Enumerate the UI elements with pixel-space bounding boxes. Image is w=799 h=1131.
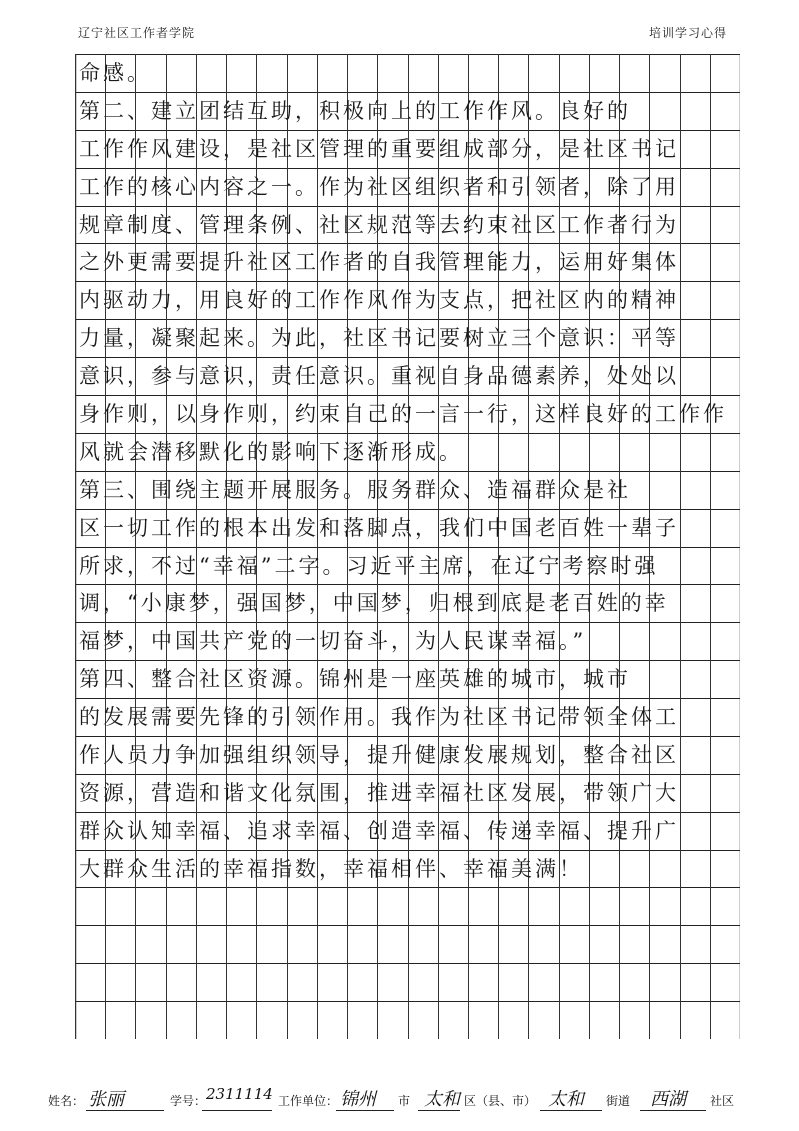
writing-grid: [75, 54, 740, 1039]
text-line: [75, 963, 740, 1001]
text-line: [75, 319, 740, 357]
handwritten-text: 工作作风建设，是社区管理的重要组成部分，是社区书记: [79, 137, 679, 161]
handwritten-text: 调，“小康梦，强国梦，中国梦，归根到底是老百姓的幸: [79, 591, 669, 615]
text-line: [75, 206, 740, 244]
handwritten-text: 第三、围绕主题开展服务。服务群众、造福群众是社: [79, 478, 631, 502]
name-label: 姓名：: [48, 1094, 85, 1108]
handwritten-text: 之外更需要提升社区工作者的自我管理能力，运用好集体: [79, 250, 679, 274]
handwritten-text: 区一切工作的根本出发和落脚点，我们中国老百姓一辈子: [79, 516, 679, 540]
text-line: [75, 281, 740, 319]
street-underline: [540, 1110, 602, 1111]
handwritten-text: 工作的核心内容之一。作为社区组织者和引领者，除了用: [79, 175, 679, 199]
handwritten-text: 大群众生活的幸福指数，幸福相伴、幸福美满！: [79, 857, 583, 881]
name-value: 张丽: [88, 1089, 124, 1110]
unit-label: 工作单位：: [278, 1094, 339, 1108]
community-underline: [640, 1110, 706, 1111]
text-line: [75, 812, 740, 850]
handwritten-text: 命感。: [79, 61, 151, 85]
district-label: 区（县、市）: [464, 1094, 537, 1108]
handwritten-text: 第四、整合社区资源。锦州是一座英雄的城市，城市: [79, 667, 631, 691]
handwritten-text: 内驱动力，用良好的工作作风作为支点，把社区内的精神: [79, 288, 679, 312]
text-line: [75, 698, 740, 736]
handwritten-text: 的发展需要先锋的引领作用。我作为社区书记带领全体工: [79, 705, 679, 729]
text-line: [75, 887, 740, 925]
handwritten-text: 风就会潜移默化的影响下逐渐形成。: [79, 440, 463, 464]
handwritten-text: 规章制度、管理条例、社区规范等去约束社区工作者行为: [79, 213, 679, 237]
text-line: [75, 660, 740, 698]
text-line: [75, 243, 740, 281]
handwritten-text: 力量，凝聚起来。为此，社区书记要树立三个意识：平等: [79, 326, 679, 350]
text-line: [75, 584, 740, 622]
text-line: [75, 433, 740, 471]
text-line: [75, 92, 740, 130]
text-line: [75, 850, 740, 888]
text-line: [75, 54, 740, 92]
street-label: 街道: [606, 1094, 631, 1108]
text-line: [75, 130, 740, 168]
text-line: [75, 547, 740, 585]
id-underline: [202, 1110, 272, 1111]
text-line: [75, 774, 740, 812]
handwritten-text: 作人员力争加强组织领导，提升健康发展规划，整合社区: [79, 743, 679, 767]
district-value: 太和: [424, 1089, 460, 1110]
text-line: [75, 1001, 740, 1039]
text-line: [75, 736, 740, 774]
institution-name: 辽宁社区工作者学院: [78, 26, 196, 40]
id-label: 学号：: [170, 1094, 207, 1108]
handwritten-text: 身作则，以身作则，约束自己的一言一行，这样良好的工作作: [79, 402, 727, 426]
handwritten-text: 群众认知幸福、追求幸福、创造幸福、传递幸福、提升广: [79, 819, 679, 843]
handwritten-text: 所求，不过“幸福”二字。习近平主席，在辽宁考察时强: [79, 554, 659, 578]
text-line: [75, 509, 740, 547]
city-underline: [336, 1110, 394, 1111]
text-line: [75, 357, 740, 395]
community-value: 西湖: [650, 1089, 686, 1110]
city-value: 锦州: [340, 1089, 376, 1110]
text-line: [75, 168, 740, 206]
text-line: [75, 471, 740, 509]
handwritten-text: 福梦，中国共产党的一切奋斗，为人民谋幸福。”: [79, 629, 587, 653]
document-type: 培训学习心得: [648, 26, 727, 40]
street-value: 太和: [548, 1089, 584, 1110]
signature-footer: [40, 1080, 780, 1120]
handwritten-text: 意识，参与意识，责任意识。重视自身品德素养，处处以: [79, 364, 679, 388]
district-underline: [418, 1110, 460, 1111]
text-line: [75, 622, 740, 660]
handwritten-text: 第二、建立团结互助，积极向上的工作作风。良好的: [79, 99, 631, 123]
text-line: [75, 395, 740, 433]
page-header: [0, 0, 799, 46]
handwritten-text: 资源，营造和谐文化氛围，推进幸福社区发展，带领广大: [79, 781, 679, 805]
community-label: 社区: [710, 1094, 735, 1108]
id-value: 2311114: [206, 1085, 273, 1103]
text-line: [75, 925, 740, 963]
name-underline: [86, 1110, 164, 1111]
city-label: 市: [398, 1094, 411, 1108]
